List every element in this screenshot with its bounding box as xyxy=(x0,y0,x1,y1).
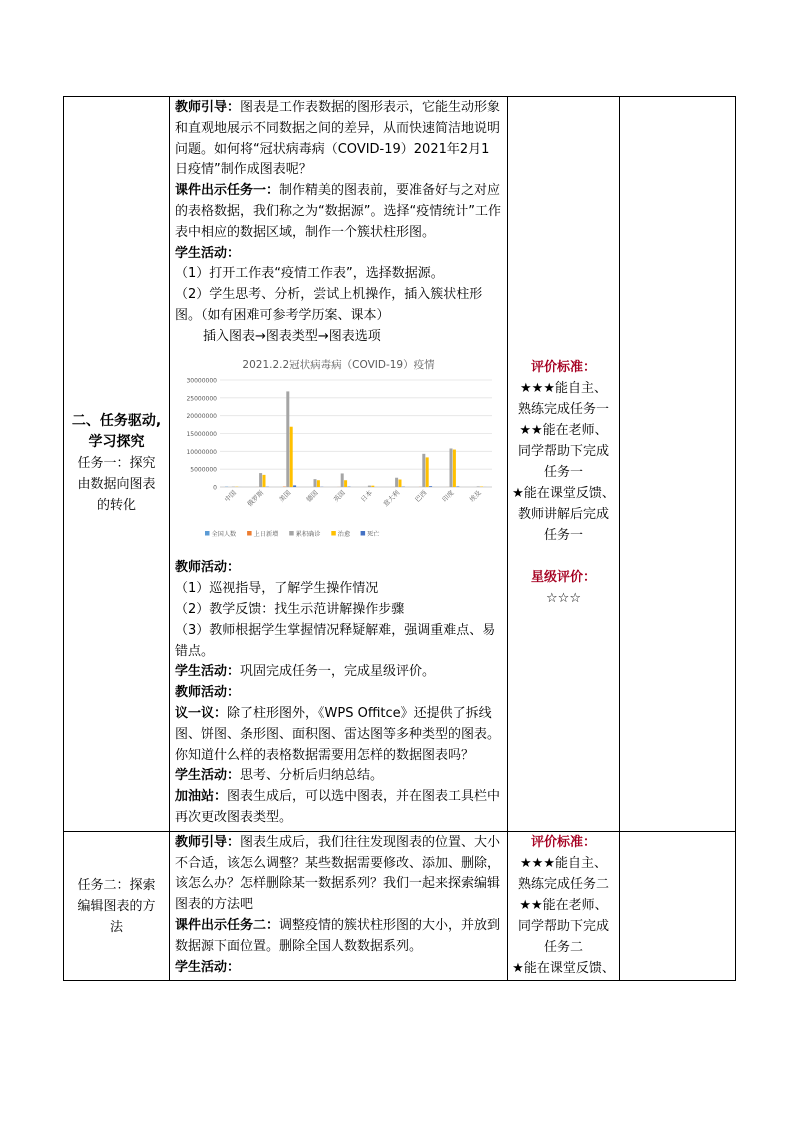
legend-label: 累积确诊 xyxy=(295,530,321,538)
student-step-2: （2）学生思考、分析，尝试上机操作，插入簇状柱形图。（如有困难可参考学历案、课本） xyxy=(175,287,483,323)
discussion-label: 议一议： xyxy=(175,705,228,721)
eval-line: ★★★能自主、 xyxy=(520,381,607,396)
task2-assignment-label: 课件出示任务二： xyxy=(175,917,280,933)
task2-assignment-text: 调整疫情的簇状柱形图的大小，并放到数据源下面位置。删除全国人数数据系列。 xyxy=(175,917,501,954)
x-tick-label: 德国 xyxy=(304,488,320,504)
bar xyxy=(450,448,453,487)
bar xyxy=(371,485,374,486)
bar xyxy=(293,485,296,487)
eval-line: ★★★能自主、 xyxy=(520,855,607,871)
task2-notes-cell xyxy=(620,831,736,981)
student-consolidate-text: 巩固完成任务一，完成星级评价。 xyxy=(240,664,436,680)
bar xyxy=(314,479,317,487)
task2-teacher-guide-text: 图表生成后，我们往往发现图表的位置、大小不合适，该怎么调整？某些数据需要修改、添加、删除，该怎么办？怎样删除某一数据系列？我们一起来探索编辑图表的方法吧 xyxy=(175,834,501,913)
x-tick-label: 日本 xyxy=(359,488,375,504)
eval-line: 任务二 xyxy=(543,939,583,955)
y-tick-label: 20000000 xyxy=(186,412,217,420)
task2-content-cell xyxy=(170,831,508,981)
eval-line: ★能在课堂反馈、 xyxy=(512,486,615,501)
eval-line: 任务一 xyxy=(543,465,583,480)
x-tick-label: 美国 xyxy=(277,488,293,504)
bar xyxy=(399,479,402,486)
bar xyxy=(422,453,425,486)
bar xyxy=(453,449,456,486)
discussion-paragraph xyxy=(175,704,502,766)
eval-line: 熟练完成任务二 xyxy=(517,876,609,892)
legend-swatch xyxy=(331,531,336,536)
bar xyxy=(368,485,371,486)
task2-name-line3: 法 xyxy=(109,919,123,935)
student-summary-text: 思考、分析后归纳总结。 xyxy=(240,768,384,784)
bar xyxy=(477,486,480,487)
task2-teacher-guide-paragraph xyxy=(175,833,502,916)
legend-label: 全国人数 xyxy=(211,530,237,538)
x-tick-label: 埃及 xyxy=(467,488,483,504)
task2-student-activity-label: 学生活动： xyxy=(175,959,241,975)
task1-notes-cell xyxy=(620,97,736,832)
student-summary-paragraph xyxy=(175,766,502,787)
bar xyxy=(341,473,344,487)
task1-content-cell xyxy=(170,97,508,832)
legend-swatch xyxy=(289,531,294,536)
student-activity-label: 学生活动： xyxy=(175,245,241,261)
eval-line: 同学帮助下完成 xyxy=(517,918,609,934)
eval-line: 教师讲解后完成 xyxy=(517,507,609,522)
eval-line: ★★能在老师、 xyxy=(519,423,608,438)
eval-line: ★★能在老师、 xyxy=(519,897,608,913)
legend-label: 上日新增 xyxy=(253,530,279,538)
bar xyxy=(263,474,266,486)
task1-row xyxy=(64,97,736,832)
x-tick-label: 俄罗斯 xyxy=(245,488,266,508)
task1-left-cell xyxy=(64,97,170,832)
y-tick-label: 30000000 xyxy=(186,377,217,385)
eval-heading: 评价标准： xyxy=(530,360,596,375)
chart-svg xyxy=(175,352,502,548)
task1-assignment-label: 课件出示任务一： xyxy=(175,183,280,199)
teacher-step-1: （1）巡视指导，了解学生操作情况 xyxy=(175,581,379,597)
y-tick-label: 25000000 xyxy=(186,394,217,402)
bar xyxy=(344,480,347,487)
student-summary-label: 学生活动： xyxy=(175,768,241,784)
lesson-table xyxy=(63,96,736,981)
bar xyxy=(317,480,320,487)
star-rating-heading: 星级评价： xyxy=(530,570,596,585)
task2-assignment-paragraph xyxy=(175,916,502,958)
eval-line: 熟练完成任务一 xyxy=(517,402,609,417)
task1-name-line2: 由数据向图表 xyxy=(77,477,156,493)
teacher-guide-text: 图表是工作表数据的图形表示，它能生动形象和直观地展示不同数据之间的差异，从而快速简洁地说明问题。如何将“冠状病毒病（COVID-19）2021年2月1日疫情”制作成图表呢？ xyxy=(175,100,501,178)
x-tick-label: 巴西 xyxy=(413,488,429,504)
legend-label: 治愈 xyxy=(337,530,351,538)
task2-eval-cell xyxy=(508,831,620,981)
task2-left-cell xyxy=(64,831,170,981)
tip-label: 加油站： xyxy=(175,789,228,805)
student-consolidate-label: 学生活动： xyxy=(175,664,241,680)
task2-name-line2: 编辑图表的方 xyxy=(77,898,156,914)
bar xyxy=(290,426,293,486)
task1-assignment-text: 制作精美的图表前，要准备好与之对应的表格数据，我们称之为“数据源”。选择“疫情统计”工作表中相应的数据区域，制作一个簇状柱形图。 xyxy=(175,183,501,240)
y-tick-label: 5000000 xyxy=(190,466,217,474)
x-tick-label: 意大利 xyxy=(381,488,402,508)
y-tick-label: 10000000 xyxy=(186,448,217,456)
bar xyxy=(429,486,432,487)
student-consolidate-paragraph xyxy=(175,662,502,683)
teacher-activity-label: 教师活动： xyxy=(175,560,241,576)
teacher-guide-paragraph xyxy=(175,98,502,181)
teacher-activity-label-2: 教师活动： xyxy=(175,685,241,701)
eval-line: ★能在课堂反馈、 xyxy=(512,960,615,976)
discussion-text: 除了柱形图外，《WPS Offitce》还提供了拆线图、饼图、条形图、面积图、雷达图等多种类型的图表。你知道什么样的表格数据需要用怎样的数据图表吗？ xyxy=(175,705,501,763)
teacher-step-3: （3）教师根据学生掌握情况释疑解难，强调重难点、易错点。 xyxy=(175,622,496,659)
chart-title: 2021.2.2冠状病毒病（COVID-19）疫情 xyxy=(242,358,435,371)
task1-eval-cell xyxy=(508,97,620,832)
x-tick-label: 印度 xyxy=(440,488,456,504)
section-title-line1: 二、任务驱动, xyxy=(71,413,162,430)
legend-label: 死亡 xyxy=(367,530,380,538)
section-title-line2: 学习探究 xyxy=(88,434,145,451)
y-tick-label: 0 xyxy=(213,484,217,492)
student-step-1: （1）打开工作表“疫情工作表”，选择数据源。 xyxy=(175,266,444,282)
task2-teacher-guide-label: 教师引导： xyxy=(175,834,241,850)
covid-bar-chart xyxy=(175,352,502,556)
task1-assignment-paragraph xyxy=(175,181,502,243)
legend-swatch xyxy=(247,531,252,536)
bar xyxy=(456,486,459,487)
bar xyxy=(426,457,429,487)
eval-heading: 评价标准： xyxy=(530,834,596,850)
x-tick-label: 英国 xyxy=(331,488,347,504)
teacher-guide-label: 教师引导： xyxy=(175,100,241,115)
task2-name-line1: 任务二：探索 xyxy=(77,877,156,893)
task1-name-line1: 任务一：探究 xyxy=(77,456,156,472)
bar xyxy=(395,477,398,486)
bar xyxy=(259,473,262,487)
eval-line: 任务一 xyxy=(543,528,583,543)
x-tick-label: 中国 xyxy=(223,488,239,504)
task1-name-line3: 的转化 xyxy=(96,498,136,514)
insert-chart-flow: 插入图表→图表类型→图表选项 xyxy=(203,328,381,344)
legend-swatch xyxy=(361,531,366,536)
tip-paragraph xyxy=(175,787,502,829)
bar xyxy=(286,391,289,487)
teacher-step-2: （2）教学反馈：找生示范讲解操作步骤 xyxy=(175,601,405,617)
y-tick-label: 15000000 xyxy=(186,430,217,438)
tip-text: 图表生成后，可以选中图表，并在图表工具栏中再次更改图表类型。 xyxy=(175,789,501,825)
star-rating-stars: ☆☆☆ xyxy=(546,591,581,606)
eval-line: 同学帮助下完成 xyxy=(517,444,609,459)
legend-swatch xyxy=(205,531,210,536)
task2-row xyxy=(64,831,736,981)
